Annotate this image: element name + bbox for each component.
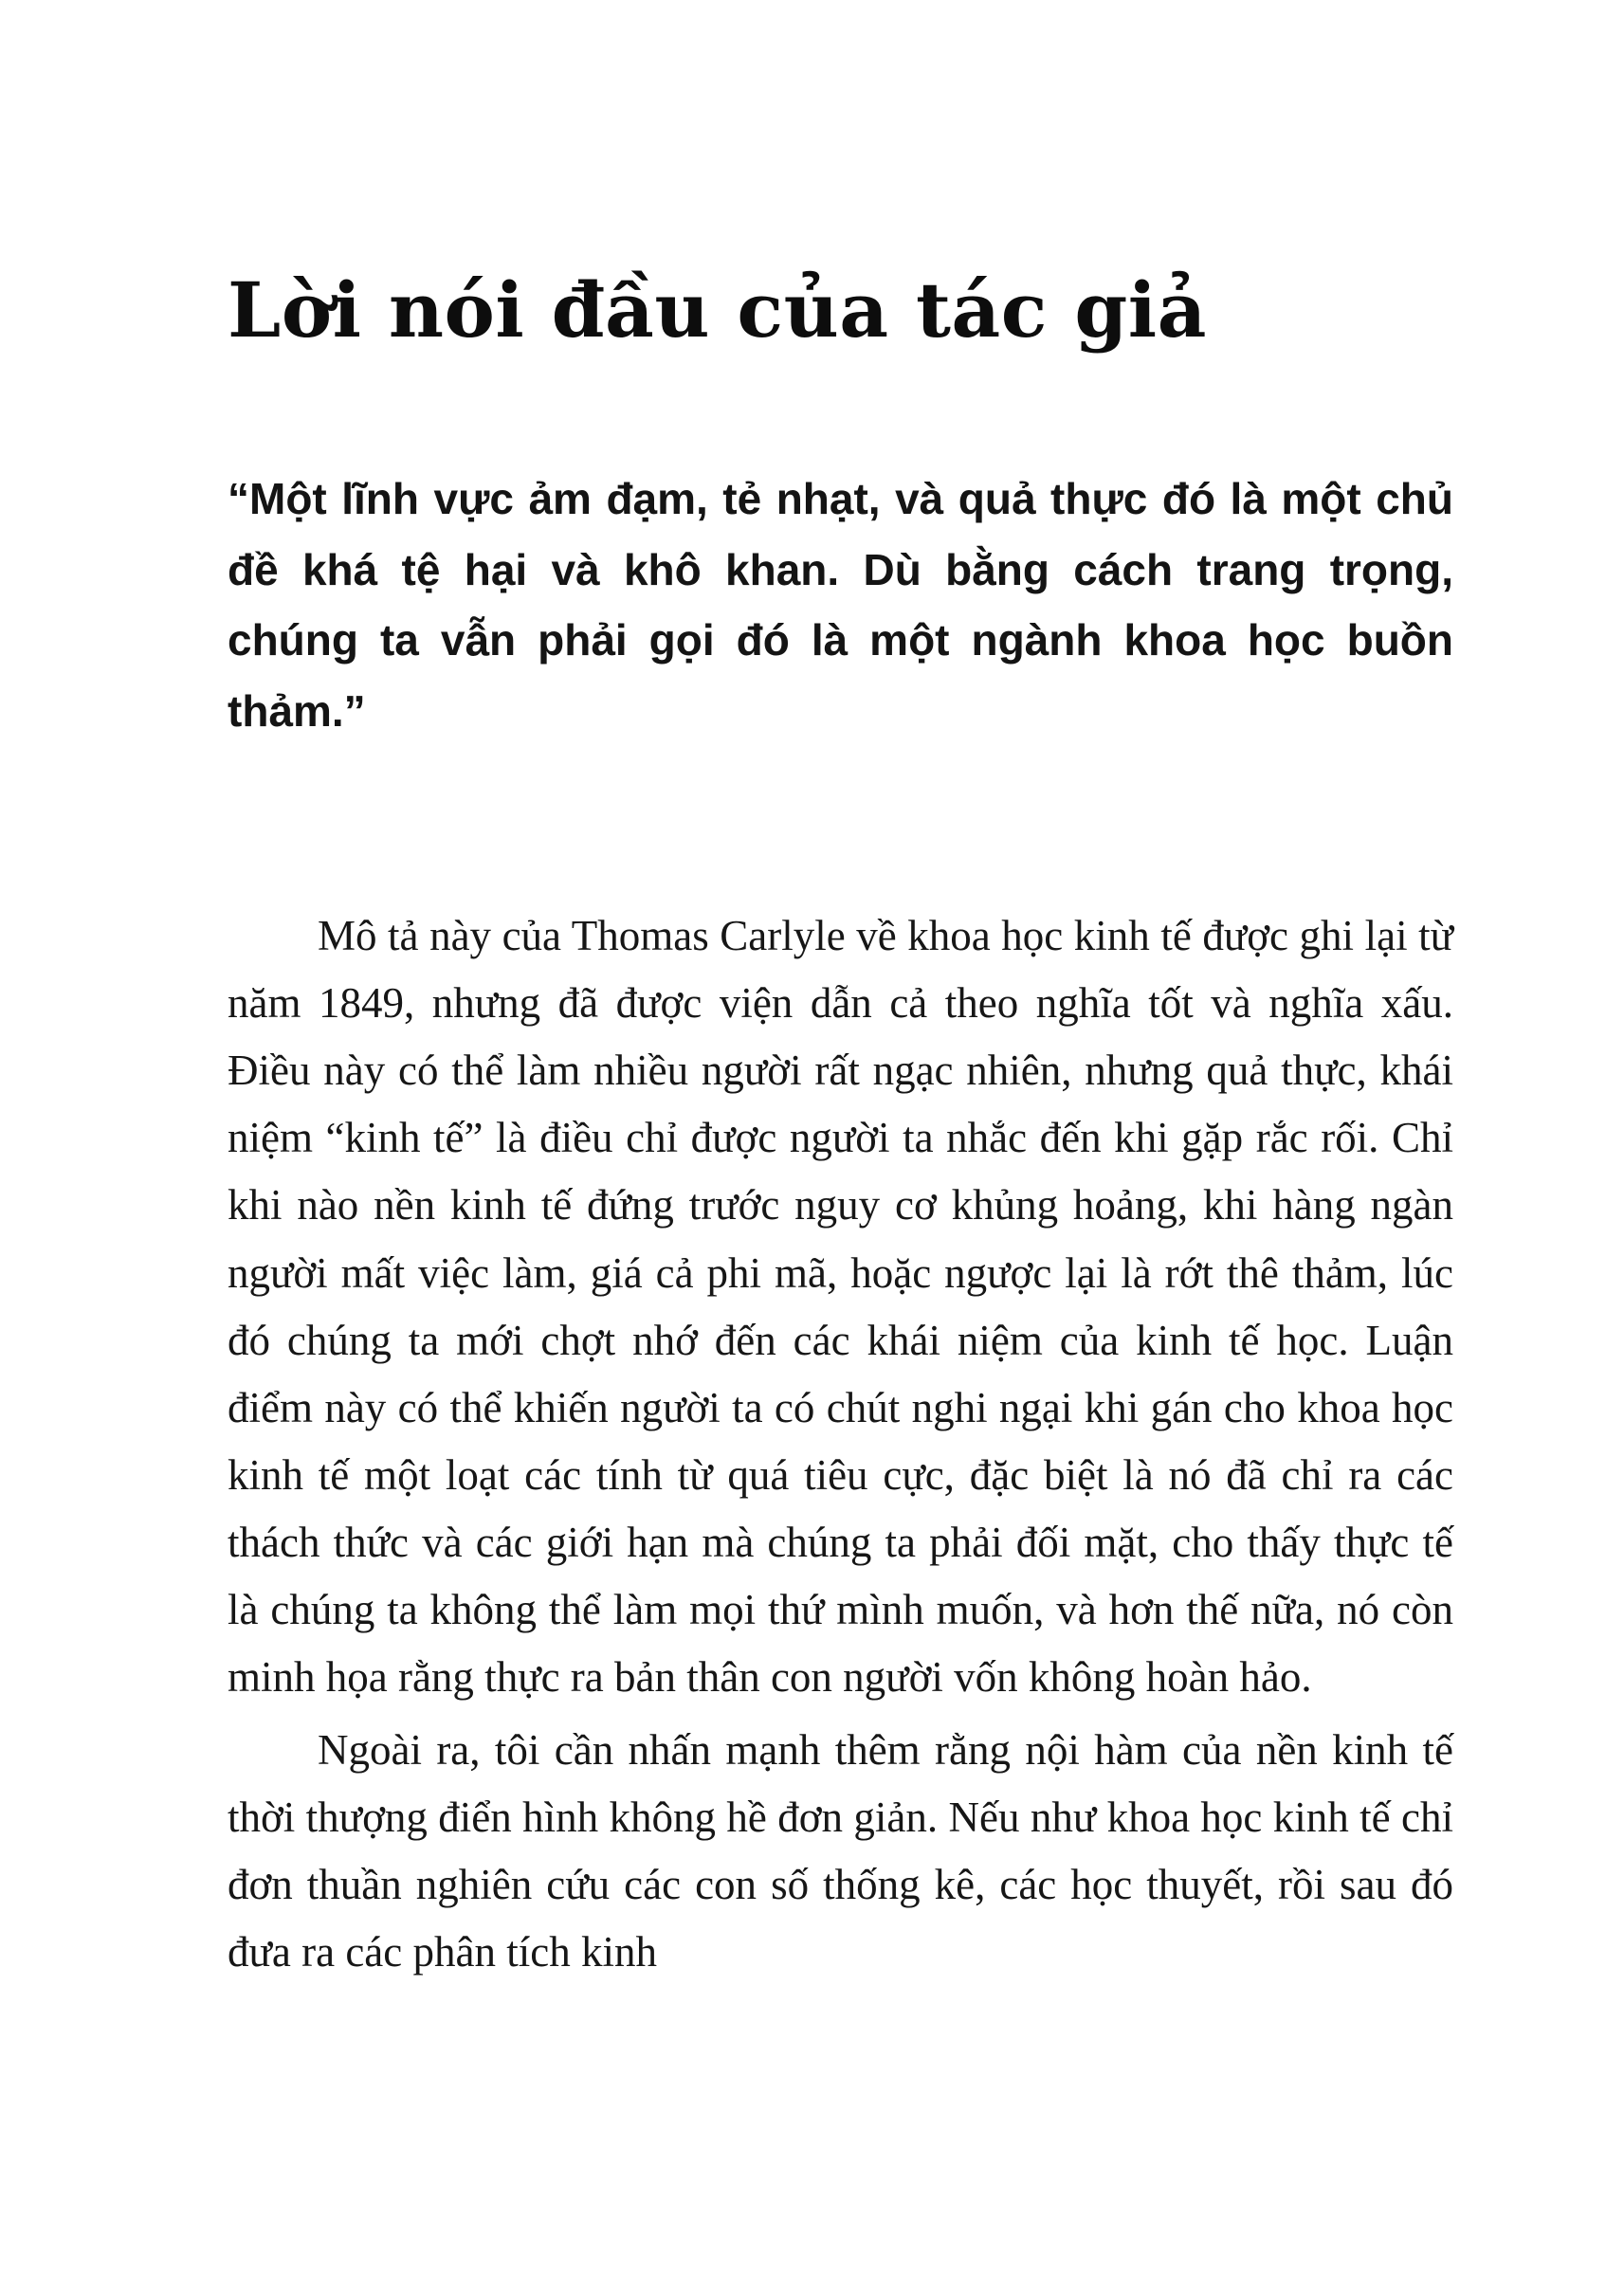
- page-title: Lời nói đầu của tác giả: [228, 265, 1207, 355]
- body-paragraph: Ngoài ra, tôi cần nhấn mạnh thêm rằng nội hàm của nền kinh tế thời thượng điển hình không hề đơn giản. Nếu như khoa học kinh tế chỉ đơn thuần nghiên cứu các con số thống kê, các học thuyết, rồi sau đó đưa ra các phân tích kinh: [228, 1726, 1453, 1976]
- author-quote: “Một lĩnh vực ảm đạm, tẻ nhạt, và quả thực đó là một chủ đề khá tệ hại và khô khan. Dù bằng cách trang trọng, chúng ta vẫn phải gọi đó là một ngành khoa học buồn thảm.”: [228, 474, 1453, 736]
- body-paragraph: Mô tả này của Thomas Carlyle về khoa học kinh tế được ghi lại từ năm 1849, nhưng đã được viện dẫn cả theo nghĩa tốt và nghĩa xấu. Điều này có thể làm nhiều người rất ngạc nhiên, nhưng quả thực, khái niệm “kinh tế” là điều chỉ được người ta nhắc đến khi gặp rắc rối. Chỉ khi nào nền kinh tế đứng trước nguy cơ khủng hoảng, khi hàng ngàn người mất việc làm, giá cả phi mã, hoặc ngược lại là rớt thê thảm, lúc đó chúng ta mới chợt nhớ đến các khái niệm của kinh tế học. Luận điểm này có thể khiến người ta có chút nghi ngại khi gán cho khoa học kinh tế một loạt các tính từ quá tiêu cực, đặc biệt là nó đã chỉ ra các thách thức và các giới hạn mà chúng ta phải đối mặt, cho thấy thực tế là chúng ta không thể làm mọi thứ mình muốn, và hơn thế nữa, nó còn minh họa rằng thực ra bản thân con người vốn không hoàn hảo.: [228, 912, 1453, 1702]
- body-text: [228, 902, 1453, 1987]
